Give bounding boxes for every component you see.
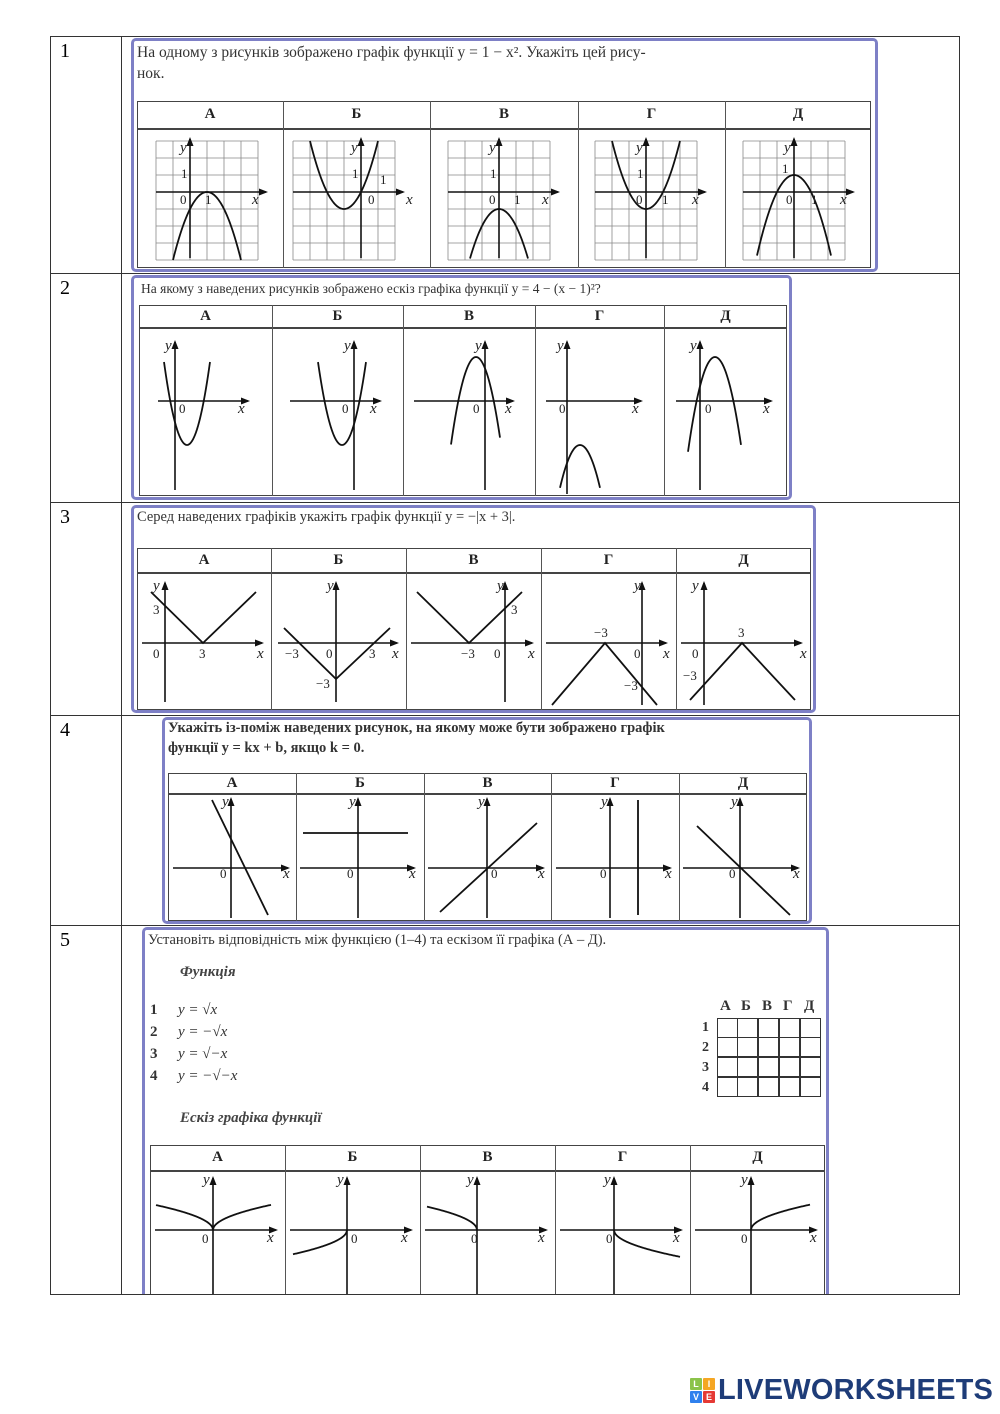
question-3-card [131, 505, 816, 713]
question-number: 4 [60, 719, 70, 741]
option-graph [556, 1171, 689, 1299]
y-axis-arrow-icon [496, 137, 503, 146]
table-border-horizontal [50, 273, 960, 274]
axis-label: y [351, 140, 358, 156]
option-letter: Д [738, 552, 749, 568]
option-graph [407, 573, 540, 709]
axis-label: y [604, 1172, 611, 1188]
y-axis-arrow-icon [482, 340, 489, 349]
y-axis-arrow-icon [351, 340, 358, 349]
axis-label: 0 [180, 192, 187, 207]
axis-label: 1 [811, 192, 818, 207]
axis-label: x [793, 866, 800, 882]
axis-label: x [632, 401, 639, 417]
question-5-card [142, 927, 829, 1300]
axis-label: y [337, 1172, 344, 1188]
table-border-horizontal [50, 36, 960, 37]
axis-label: −3 [316, 676, 330, 691]
option-graph [169, 794, 295, 920]
option-graph [272, 573, 405, 709]
axis-label: 0 [220, 866, 227, 881]
option-letter: Б [351, 106, 362, 122]
y-axis-arrow-icon [701, 581, 708, 590]
axis-label: y [690, 338, 697, 354]
answer-cell[interactable] [717, 1057, 738, 1077]
answer-grid-row-label: 1 [702, 1020, 709, 1035]
axis-label: y [153, 578, 160, 594]
option-letter: Д [792, 106, 804, 122]
function-curve [156, 1205, 213, 1230]
function-formula: y = √x [178, 1002, 218, 1018]
axis-label: 0 [368, 192, 375, 207]
logo-letter: V [690, 1391, 702, 1403]
axis-label: x [238, 401, 245, 417]
function-formula: y = −√−x [178, 1068, 238, 1084]
option-graph [726, 129, 870, 267]
answer-cell[interactable] [758, 1077, 779, 1097]
sketch-heading: Ескіз графіка функції [180, 1110, 322, 1126]
axis-label: 1 [662, 192, 669, 207]
axis-label: 0 [606, 1231, 613, 1246]
logo-icon [690, 1378, 715, 1403]
axis-label: 1 [490, 166, 497, 181]
answer-grid-col-label: Г [783, 998, 793, 1014]
function-number: 4 [150, 1068, 158, 1084]
option-graph [691, 1171, 824, 1299]
axis-label: 0 [600, 866, 607, 881]
option-letter: В [498, 106, 509, 122]
answer-cell[interactable] [758, 1037, 779, 1057]
option-letter: Д [737, 775, 749, 791]
table-border-horizontal [50, 715, 960, 716]
y-axis-arrow-icon [474, 1176, 481, 1185]
option-letter: А [212, 1149, 223, 1165]
y-axis-arrow-icon [172, 340, 179, 349]
axis-label: y [636, 140, 643, 156]
axis-label: x [505, 401, 512, 417]
logo-text: LIVEWORKSHEETS [718, 1374, 994, 1406]
option-graph [665, 328, 786, 495]
function-number: 3 [150, 1046, 158, 1062]
answer-cell[interactable] [737, 1057, 758, 1077]
question-prompt: Серед наведених графіків укажіть графік функції y = −|x + 3|. [137, 509, 516, 525]
function-curve [427, 1207, 477, 1230]
answer-grid-col-label: В [762, 998, 773, 1014]
answer-grid-row-label: 4 [702, 1080, 709, 1095]
x-axis-arrow-icon [259, 189, 268, 196]
x-axis-arrow-icon [846, 189, 855, 196]
axis-label: y [489, 140, 496, 156]
function-number: 2 [150, 1024, 158, 1040]
axis-label: 0 [202, 1231, 209, 1246]
answer-cell[interactable] [717, 1077, 738, 1097]
y-axis-arrow-icon [210, 1176, 217, 1185]
axis-label: y [203, 1172, 210, 1188]
option-letter: Г [646, 106, 657, 122]
option-graph [297, 794, 423, 920]
option-graph [552, 794, 678, 920]
axis-label: x [538, 1230, 545, 1246]
option-graph [425, 794, 550, 920]
logo-letter: E [703, 1391, 715, 1403]
option-graph [138, 129, 282, 267]
function-formula: y = −√x [178, 1024, 228, 1040]
axis-label: y [165, 338, 172, 354]
axis-label: 3 [153, 602, 160, 617]
axis-label: y [478, 794, 485, 810]
axis-label: x [840, 192, 847, 208]
y-axis-arrow-icon [791, 137, 798, 146]
answer-cell[interactable] [800, 1077, 821, 1097]
answer-cell[interactable] [717, 1037, 738, 1057]
answer-grid-row-label: 2 [702, 1040, 709, 1055]
function-curve [164, 362, 210, 445]
option-graph [151, 1171, 284, 1299]
option-letter: Б [347, 1149, 358, 1165]
option-graph [421, 1171, 554, 1299]
axis-label: x [663, 646, 670, 662]
x-axis-arrow-icon [551, 189, 560, 196]
axis-label: y [180, 140, 187, 156]
option-graph [273, 328, 402, 495]
axis-label: 0 [729, 866, 736, 881]
axis-label: y [327, 578, 334, 594]
axis-label: −3 [285, 646, 299, 661]
axis-label: 0 [153, 646, 160, 661]
axis-label: x [692, 192, 699, 208]
axis-label: 1 [352, 166, 359, 181]
option-graph [138, 573, 270, 709]
logo-letter: L [690, 1378, 702, 1390]
y-axis-arrow-icon [643, 137, 650, 146]
axis-label: 0 [634, 646, 641, 661]
option-letter: В [463, 308, 474, 324]
axis-label: 0 [741, 1231, 748, 1246]
function-formula: y = √−x [178, 1046, 228, 1062]
option-letter: А [226, 775, 238, 791]
option-graph [677, 573, 810, 709]
axis-label: 0 [636, 192, 643, 207]
x-axis-arrow-icon [698, 189, 707, 196]
answer-grid-row-label: 3 [702, 1060, 709, 1075]
axis-label: 0 [179, 401, 186, 416]
function-curve [212, 800, 268, 915]
option-letter: Г [610, 775, 620, 791]
x-axis-arrow-icon [396, 189, 405, 196]
axis-label: y [692, 578, 699, 594]
option-graph [404, 328, 534, 495]
axis-label: x [401, 1230, 408, 1246]
y-axis-arrow-icon [748, 1176, 755, 1185]
question-number: 3 [60, 506, 70, 528]
answer-cell[interactable] [779, 1018, 800, 1038]
option-letter: В [468, 552, 479, 568]
answer-cell[interactable] [758, 1018, 779, 1038]
axis-label: 0 [491, 866, 498, 881]
axis-label: x [257, 646, 264, 662]
axis-label: 3 [738, 625, 745, 640]
answer-cell[interactable] [737, 1018, 758, 1038]
axis-label: 1 [637, 166, 644, 181]
axis-label: x [409, 866, 416, 882]
axis-label: x [528, 646, 535, 662]
option-letter: Г [603, 552, 614, 568]
option-letter: А [200, 308, 211, 324]
axis-label: x [370, 401, 377, 417]
answer-cell[interactable] [779, 1077, 800, 1097]
axis-label: 3 [511, 602, 518, 617]
axis-label: y [222, 794, 229, 810]
table-border-horizontal [50, 502, 960, 503]
axis-label: 1 [181, 166, 188, 181]
axis-label: 0 [559, 401, 566, 416]
axis-label: y [731, 794, 738, 810]
option-letter: А [204, 106, 216, 122]
axis-label: 3 [199, 646, 206, 661]
axis-label: y [784, 140, 791, 156]
y-axis-arrow-icon [611, 1176, 618, 1185]
option-letter: Б [355, 775, 365, 791]
question-prompt: нок. [137, 65, 165, 82]
axis-label: 0 [473, 401, 480, 416]
axis-label: x [252, 192, 259, 208]
answer-cell[interactable] [737, 1037, 758, 1057]
question-prompt: Установіть відповідність між функцією (1–4) та ескізом її графіка (А – Д). [148, 932, 607, 948]
axis-label: 1 [380, 172, 387, 187]
axis-label: x [406, 192, 413, 208]
function-curve [688, 357, 741, 452]
axis-label: x [665, 866, 672, 882]
option-graph [431, 129, 577, 267]
function-curve [751, 1205, 810, 1230]
axis-label: x [267, 1230, 274, 1246]
axis-label: y [497, 578, 504, 594]
axis-label: 3 [369, 646, 376, 661]
option-graph [680, 794, 806, 920]
axis-label: y [557, 338, 564, 354]
axis-label: 0 [471, 1231, 478, 1246]
axis-label: 0 [351, 1231, 358, 1246]
question-prompt: На одному з рисунків зображено графік функції y = 1 − x². Укажіть цей рису- [137, 44, 646, 61]
axis-label: −3 [594, 625, 608, 640]
answer-cell[interactable] [779, 1057, 800, 1077]
table-border-vertical [121, 36, 122, 1295]
axis-label: x [392, 646, 399, 662]
option-letter: Д [720, 308, 731, 324]
axis-label: x [800, 646, 807, 662]
function-heading: Функція [180, 964, 236, 980]
axis-label: 0 [786, 192, 793, 207]
table-border-vertical [50, 36, 51, 1295]
y-axis-arrow-icon [358, 137, 365, 146]
axis-label: y [344, 338, 351, 354]
answer-cell[interactable] [800, 1057, 821, 1077]
function-curve [213, 1205, 271, 1230]
table-border-vertical [959, 36, 960, 1295]
axis-label: y [467, 1172, 474, 1188]
option-graph [140, 328, 271, 495]
function-curve [697, 826, 790, 915]
function-curve [614, 1230, 680, 1257]
answer-grid-col-label: А [720, 998, 731, 1014]
axis-label: 1 [514, 192, 521, 207]
question-2-card [131, 275, 792, 500]
option-letter: Б [332, 308, 343, 324]
axis-label: x [763, 401, 770, 417]
axis-label: 1 [782, 161, 789, 176]
axis-label: 0 [705, 401, 712, 416]
answer-grid-col-label: Д [804, 998, 815, 1014]
axis-label: y [601, 794, 608, 810]
function-curve [293, 1230, 347, 1254]
option-graph [542, 573, 675, 709]
axis-label: 0 [494, 646, 501, 661]
axis-label: y [741, 1172, 748, 1188]
option-letter: Г [594, 308, 605, 324]
axis-label: y [475, 338, 482, 354]
function-curve [417, 592, 522, 643]
y-axis-arrow-icon [187, 137, 194, 146]
question-number: 5 [60, 929, 70, 951]
y-axis-arrow-icon [564, 340, 571, 349]
axis-label: x [810, 1230, 817, 1246]
function-number: 1 [150, 1002, 158, 1018]
y-axis-arrow-icon [697, 340, 704, 349]
y-axis-arrow-icon [162, 581, 169, 590]
question-number: 2 [60, 277, 70, 299]
option-graph [536, 328, 663, 495]
axis-label: −3 [624, 678, 638, 693]
page-bottom [0, 1295, 1000, 1365]
question-1-card [131, 38, 878, 272]
question-4-card [162, 717, 812, 924]
function-curve [151, 592, 256, 643]
y-axis-arrow-icon [344, 1176, 351, 1185]
option-graph [286, 1171, 419, 1299]
axis-label: x [538, 866, 545, 882]
question-prompt: функції y = kx + b, якщо k = 0. [168, 740, 365, 756]
axis-label: y [349, 794, 356, 810]
axis-label: 1 [205, 192, 212, 207]
axis-label: 0 [326, 646, 333, 661]
question-prompt: На якому з наведених рисунків зображено ескіз графіка функції y = 4 − (x − 1)²? [141, 281, 601, 296]
axis-label: 0 [489, 192, 496, 207]
option-graph [579, 129, 724, 267]
answer-cell[interactable] [800, 1018, 821, 1038]
answer-cell[interactable] [779, 1037, 800, 1057]
axis-label: 0 [342, 401, 349, 416]
answer-cell[interactable] [758, 1057, 779, 1077]
answer-cell[interactable] [737, 1077, 758, 1097]
axis-label: x [673, 1230, 680, 1246]
function-curve [690, 643, 795, 700]
option-letter: Д [752, 1149, 763, 1165]
option-letter: А [198, 552, 210, 568]
axis-label: x [542, 192, 549, 208]
answer-cell[interactable] [717, 1018, 738, 1038]
question-number: 1 [60, 40, 70, 62]
axis-label: −3 [683, 668, 697, 683]
function-curve [560, 445, 600, 488]
axis-label: −3 [461, 646, 475, 661]
answer-cell[interactable] [800, 1037, 821, 1057]
option-letter: В [482, 1149, 493, 1165]
liveworksheets-logo [690, 1374, 993, 1407]
question-prompt: Укажіть із-поміж наведених рисунок, на якому може бути зображено графік [168, 720, 665, 736]
logo-letter: I [703, 1378, 715, 1390]
answer-grid-col-label: Б [741, 998, 751, 1014]
option-letter: Г [617, 1149, 628, 1165]
axis-label: x [283, 866, 290, 882]
option-letter: В [482, 775, 493, 791]
axis-label: y [634, 578, 641, 594]
axis-label: 0 [692, 646, 699, 661]
option-letter: Б [333, 552, 344, 568]
option-graph [284, 129, 429, 267]
axis-label: 0 [347, 866, 354, 881]
table-border-horizontal [50, 925, 960, 926]
